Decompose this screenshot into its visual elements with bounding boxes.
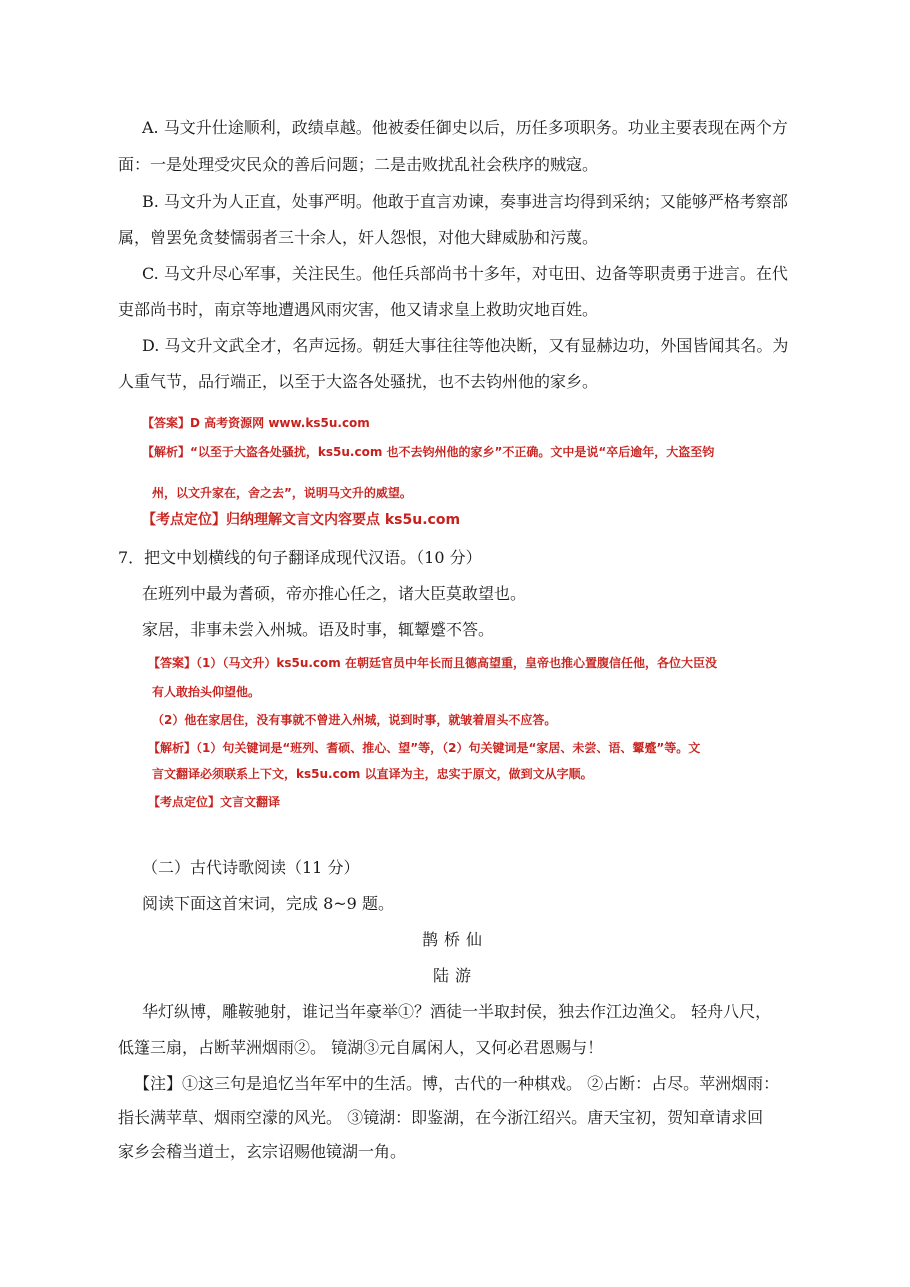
- poem-line1: 华灯纵博，雕鞍驰射，谁记当年豪举①？酒徒一半取封侯，独去作江边渔父。 轻舟八尺，: [142, 1002, 772, 1021]
- question-7-sentence1: 在班列中最为耆硕，帝亦推心任之，诸大臣莫敢望也。: [142, 584, 527, 603]
- option-b-line2: 属，曾罢免贪婪懦弱者三十余人，奸人怨恨，对他大肆威胁和污蔑。: [118, 228, 599, 247]
- poem-author: 陆游: [432, 966, 477, 985]
- analysis-6-line1: 【解析】“以至于大盗各处骚扰，ks5u.com 也不去钧州他的家乡”不正确。文中是说“卒后逾年，大盗至钧: [142, 445, 715, 459]
- answer-7-line3: （2）他在家居住，没有事就不曾进入州城，说到时事，就皱着眉头不应答。: [152, 713, 557, 727]
- option-d-line2: 人重气节，品行端正，以至于大盗各处骚扰，也不去钧州他的家乡。: [118, 372, 599, 391]
- analysis-7-line2: 言文翻译必须联系上下文，ks5u.com 以直译为主，忠实于原文，做到文从字顺。: [152, 767, 593, 781]
- poem-note-line2: 指长满苹草、烟雨空濛的风光。 ③镜湖：即鉴湖，在今浙江绍兴。唐天宝初，贺知章请求回: [118, 1108, 764, 1127]
- answer-7-line1: 【答案】（1）（马文升）ks5u.com 在朝廷官员中年长而且德高望重，皇帝也推心置腹信任他，各位大臣没: [148, 656, 717, 670]
- poetry-section-title: （二）古代诗歌阅读（11 分）: [142, 858, 360, 877]
- option-a-line1: A. 马文升仕途顺利，政绩卓越。他被委任御史以后，历任多项职务。功业主要表现在两个方: [142, 118, 788, 137]
- poem-title: 鹊桥仙: [421, 930, 488, 949]
- question-7-sentence2: 家居，非事未尝入州城。语及时事，辄颦蹙不答。: [142, 620, 495, 639]
- option-d-line1: D. 马文升文武全才，名声远扬。朝廷大事往往等他决断，又有显赫边功，外国皆闻其名。为: [142, 336, 789, 355]
- question-7-title: 7．把文中划横线的句子翻译成现代汉语。（10 分）: [118, 548, 482, 567]
- poem-note-line1: 【注】①这三句是追忆当年军中的生活。博，古代的一种棋戏。 ②占断：占尽。苹洲烟雨：: [134, 1074, 780, 1093]
- answer-7-line2: 有人敢抬头仰望他。: [152, 685, 261, 699]
- option-b-line1: B. 马文升为人正直，处事严明。他敢于直言劝谏，奏事进言均得到采纳；又能够严格考察部: [142, 192, 788, 211]
- analysis-6-line2: 州，以文升家在，舍之去”，说明马文升的威望。: [152, 486, 412, 500]
- kaodian-7: 【考点定位】文言文翻译: [148, 795, 281, 809]
- kaodian-6: 【考点定位】归纳理解文言文内容要点 ks5u.com: [142, 512, 461, 528]
- analysis-7-line1: 【解析】（1）句关键词是“班列、耆硕、推心、望”等，（2）句关键词是“家居、未尝、语、颦蹙”等。文: [148, 741, 701, 755]
- poetry-instruction: 阅读下面这首宋词，完成 8~9 题。: [142, 894, 394, 913]
- answer-6: 【答案】D 高考资源网 www.ks5u.com: [142, 416, 370, 430]
- poem-note-line3: 家乡会稽当道士，玄宗诏赐他镜湖一角。: [118, 1142, 407, 1161]
- option-c-line2: 吏部尚书时，南京等地遭遇风雨灾害，他又请求皇上救助灾地百姓。: [118, 300, 599, 319]
- option-c-line1: C. 马文升尽心军事，关注民生。他任兵部尚书十多年，对屯田、边备等职责勇于进言。在代: [142, 264, 788, 283]
- option-a-line2: 面：一是处理受灾民众的善后问题；二是击败扰乱社会秩序的贼寇。: [118, 155, 599, 174]
- poem-line2: 低篷三扇，占断苹洲烟雨②。 镜湖③元自属闲人，又何必君恩赐与！: [118, 1038, 604, 1057]
